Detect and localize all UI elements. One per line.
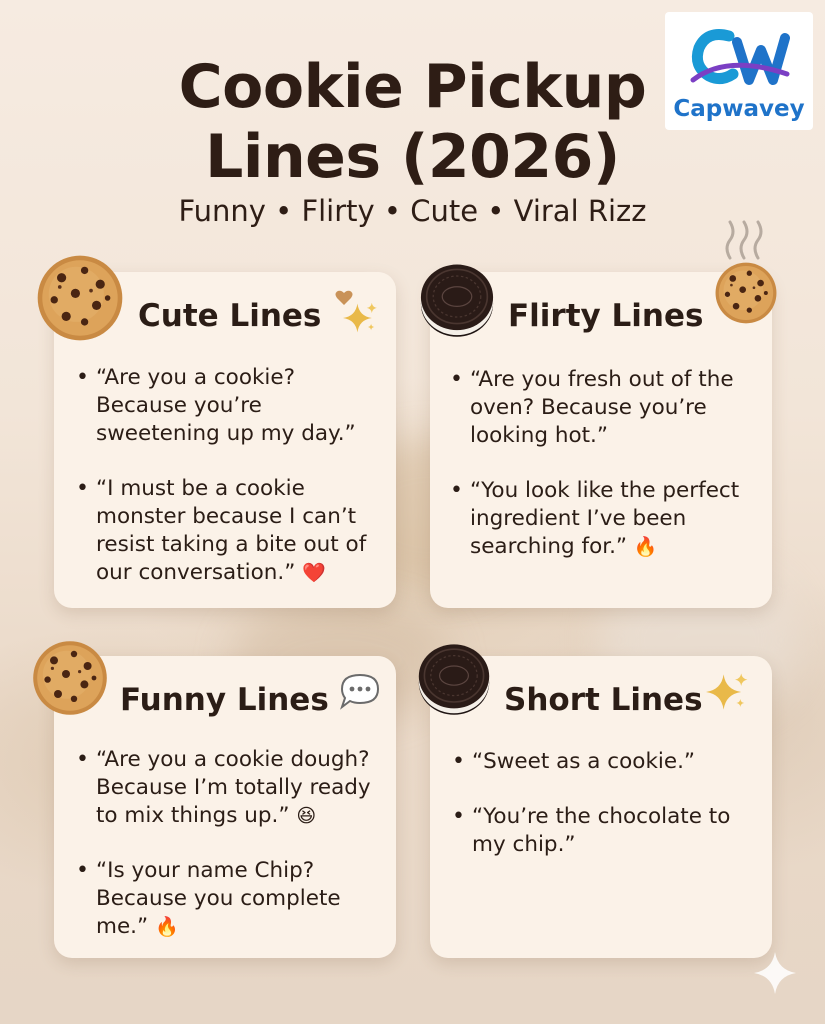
card-title: Short Lines [504, 682, 703, 718]
pickup-line-text: “You’re the chocolate to my chip.” [472, 804, 731, 857]
sparkle-watermark-icon [752, 950, 798, 996]
sparkles-icon [340, 300, 382, 336]
title-line-1: Cookie Pickup [178, 52, 647, 122]
speech-bubble-icon [338, 672, 382, 710]
pickup-line-text: “You look like the perfect ingredient I’ve been searching for.” [470, 478, 740, 559]
fire-emoji-icon: 🔥 [155, 916, 179, 938]
title-line-2: Lines (2026) [205, 122, 620, 192]
list-item [76, 475, 386, 587]
pickup-line-list [76, 364, 386, 614]
pickup-line-text: “Are you a cookie? Because you’re sweetening up my day.” [96, 365, 356, 446]
chocolate-chip-cookie-icon [34, 252, 126, 344]
list-item [452, 803, 752, 859]
list-item [76, 746, 394, 830]
laughing-emoji-icon: 😆 [296, 805, 317, 827]
list-item [76, 364, 386, 448]
chocolate-chip-cookie-icon [30, 638, 110, 718]
heart-emoji-icon: ❤️ [302, 562, 326, 584]
list-item [452, 748, 752, 776]
sandwich-cookie-icon [414, 638, 494, 718]
sandwich-cookie-icon [416, 258, 498, 340]
sparkles-icon [704, 670, 752, 714]
list-item [450, 477, 764, 561]
pickup-line-text: “Is your name Chip? Because you complete me.” [96, 858, 341, 939]
pickup-line-list [76, 746, 394, 968]
logo-text: Capwavey [673, 96, 805, 122]
pickup-line-list [450, 366, 764, 588]
card-title: Flirty Lines [508, 298, 704, 334]
pickup-line-text: “Are you fresh out of the oven? Because you’re looking hot.” [470, 367, 734, 448]
pickup-line-list [452, 748, 752, 886]
capwavey-logo-icon [687, 24, 791, 96]
chocolate-chip-cookie-icon [700, 260, 792, 326]
capwavey-logo [665, 12, 813, 130]
pickup-line-text: “Are you a cookie dough? Because I’m totally ready to mix things up.” [96, 747, 371, 828]
card-title: Cute Lines [138, 298, 322, 334]
card-title: Funny Lines [120, 682, 329, 718]
pickup-line-text: “Sweet as a cookie.” [472, 749, 696, 774]
pickup-line-text: “I must be a cookie monster because I can’t resist taking a bite out of our conversation.” [96, 476, 367, 585]
list-item [450, 366, 764, 450]
fire-emoji-icon: 🔥 [633, 536, 658, 558]
page-subtitle: Funny • Flirty • Cute • Viral Rizz [178, 194, 647, 228]
steam-icon [722, 218, 768, 260]
list-item [76, 857, 394, 941]
